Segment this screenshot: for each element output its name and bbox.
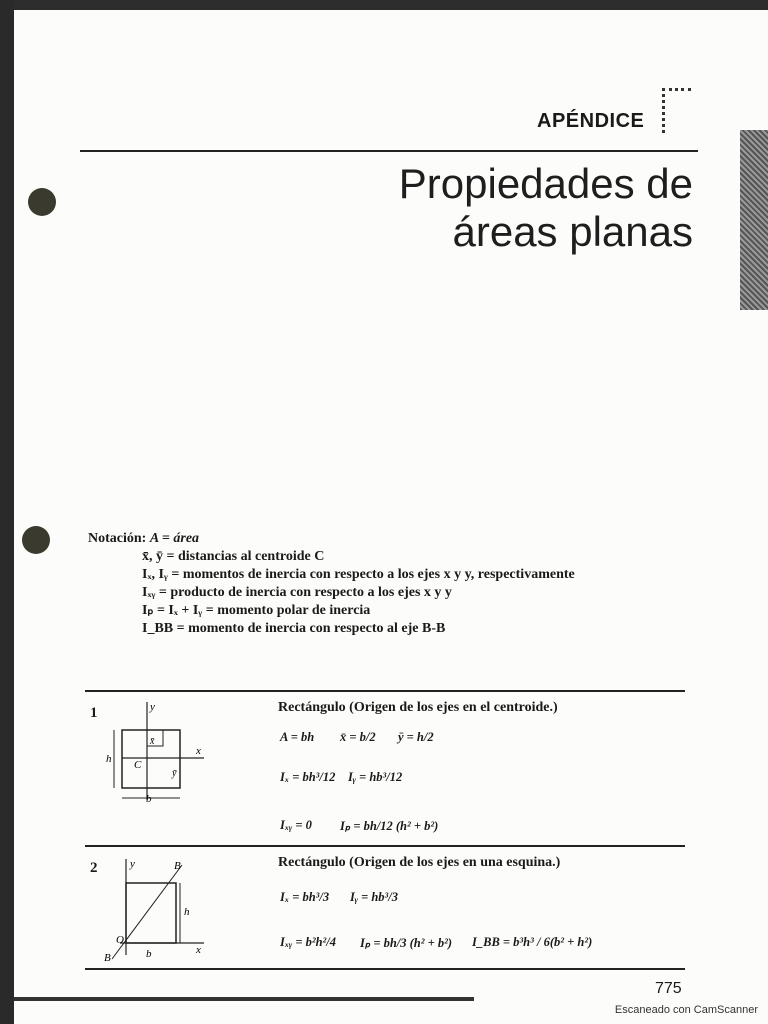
page-shadow-left	[0, 0, 14, 1024]
notation-line: I_BB = momento de inercia con respecto al eje B-B	[142, 621, 446, 636]
x-axis-label: x	[196, 944, 201, 956]
rectangle-centroid-figure	[100, 700, 230, 810]
page-shadow-top	[14, 0, 768, 10]
section-rule	[85, 690, 685, 692]
centroid-label: C	[134, 759, 142, 771]
side-tab-marker	[740, 130, 768, 310]
formula-ix: Iₓ = bh³/12	[280, 770, 336, 784]
formula-iy: Iᵧ = hb³/3	[350, 890, 399, 904]
section-title: Rectángulo (Origen de los ejes en una esquina.)	[278, 855, 561, 870]
punch-hole-icon	[28, 188, 56, 216]
notation-label: Notación:	[88, 531, 147, 546]
notation-block	[88, 530, 575, 638]
notation-line: x̄, ȳ = distancias al centroide C	[142, 549, 325, 564]
formula-ip: Iₚ = bh/12 (h² + b²)	[340, 819, 439, 833]
notation-line: Iₓ, Iᵧ = momentos de inercia con respecto a los ejes x y y, respectivamente	[142, 567, 575, 582]
b-label: b	[146, 793, 152, 805]
xbar-label: x̄	[150, 736, 155, 747]
notation-row	[88, 530, 575, 548]
section-number: 2	[90, 860, 98, 876]
rectangle-corner-figure	[100, 855, 220, 965]
appendix-letter-mark	[662, 88, 691, 133]
y-axis-label: y	[130, 858, 135, 870]
y-axis-label: y	[150, 701, 155, 713]
b-top-label: B	[174, 860, 181, 872]
formula-iy: Iᵧ = hb³/12	[348, 770, 403, 784]
h-label: h	[106, 753, 112, 765]
ybar-label: ȳ	[172, 768, 177, 779]
formula-ixy: Iₓᵧ = 0	[280, 818, 312, 832]
punch-hole-icon	[22, 526, 50, 554]
formula-ix: Iₓ = bh³/3	[280, 890, 330, 904]
formula-ybar: ȳ = h/2	[398, 730, 434, 744]
notation-line: A = área	[149, 531, 200, 546]
b-bottom-label: B	[104, 952, 111, 964]
b-label: b	[146, 948, 152, 960]
title-line-1: Propiedades de	[398, 160, 693, 207]
formula-ibb: I_BB = b³h³ / 6(b² + h²)	[472, 935, 593, 949]
title-line-2: áreas planas	[452, 208, 693, 255]
formula-xbar: x̄ = b/2	[340, 730, 376, 744]
page-shadow-bottom	[14, 997, 474, 1001]
section-title: Rectángulo (Origen de los ejes en el centroide.)	[278, 700, 558, 715]
section-rule	[85, 845, 685, 847]
appendix-label: APÉNDICE	[537, 110, 645, 132]
scanner-watermark: Escaneado con CamScanner	[614, 1004, 758, 1016]
rectangle-shape	[126, 883, 176, 943]
chapter-title	[399, 160, 693, 256]
section-rule	[85, 968, 685, 970]
x-axis-label: x	[196, 745, 201, 757]
origin-label: O	[116, 934, 124, 946]
notation-line: Iₚ = Iₓ + Iᵧ = momento polar de inercia	[142, 603, 371, 618]
section-number: 1	[90, 705, 98, 721]
page-number: 775	[655, 980, 682, 997]
formula-ip: Iₚ = bh/3 (h² + b²)	[360, 936, 453, 950]
formula-ixy: Iₓᵧ = b²h²/4	[280, 935, 337, 949]
notation-line: Iₓᵧ = producto de inercia con respecto a los ejes x y y	[142, 585, 452, 600]
header-rule	[80, 150, 698, 152]
h-label: h	[184, 906, 190, 918]
formula-area: A = bh	[280, 730, 315, 744]
